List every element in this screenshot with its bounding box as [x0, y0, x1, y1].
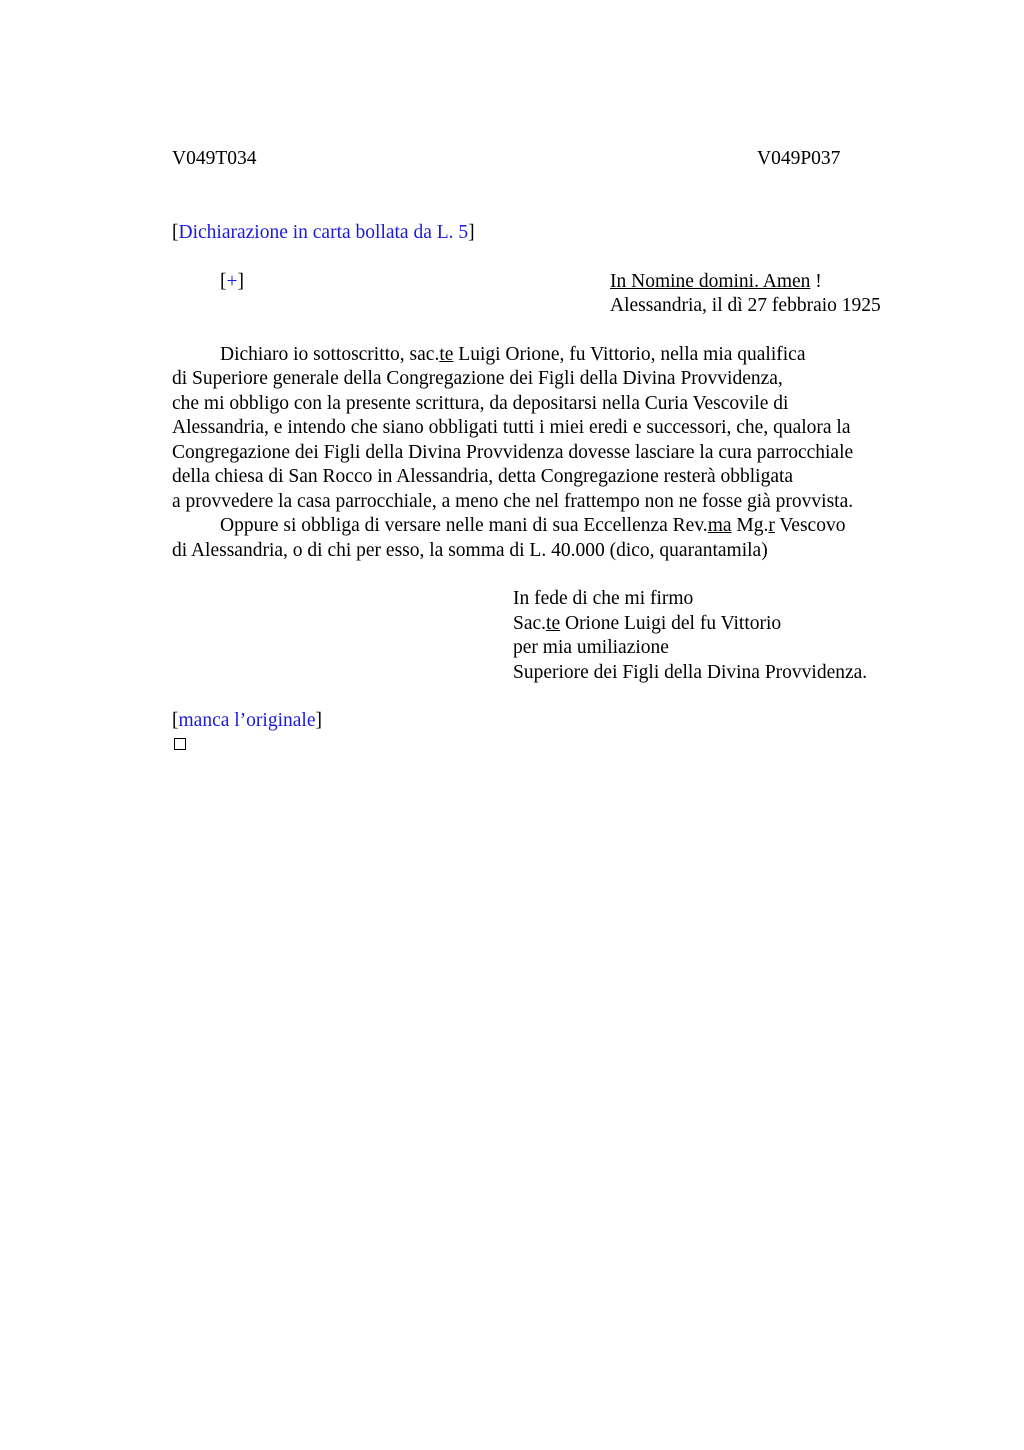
- body-line: della chiesa di San Rocco in Alessandria, detta Congregazione resterà obbligata: [172, 466, 794, 487]
- body-line: di Alessandria, o di chi per esso, la somma di L. 40.000 (dico, quarantamila): [172, 540, 768, 561]
- body-line: Oppure si obbliga di versare nelle mani di sua Eccellenza Rev.ma Mg.r Vescovo: [220, 515, 846, 536]
- editorial-note-text: manca l’originale: [178, 710, 316, 731]
- signature-line: Superiore dei Figli della Divina Provvidenza.: [513, 662, 868, 683]
- document-code-right: V049P037: [757, 148, 841, 169]
- bracket-close: ]: [468, 222, 475, 243]
- signature-line: Sac.te Orione Luigi del fu Vittorio: [513, 613, 782, 634]
- editorial-note-top: [172, 221, 475, 245]
- body-line: Congregazione dei Figli della Divina Provvidenza dovesse lasciare la cura parrocchiale: [172, 442, 854, 463]
- editorial-note-text: Dichiarazione in carta bollata da L. 5: [178, 222, 469, 243]
- body-line: Alessandria, e intendo che siano obbligati tutti i miei eredi e successori, che, qualora la: [172, 417, 851, 438]
- place-date: Alessandria, il dì 27 febbraio 1925: [610, 295, 881, 316]
- body-line: a provvedere la casa parrocchiale, a meno che nel frattempo non ne fosse già provvista.: [172, 491, 854, 512]
- cross-icon: +: [226, 271, 238, 292]
- end-mark-icon: [174, 738, 186, 750]
- body-line: che mi obbligo con la presente scrittura, da depositarsi nella Curia Vescovile di: [172, 393, 789, 414]
- body-line: Dichiaro io sottoscritto, sac.te Luigi Orione, fu Vittorio, nella mia qualifica: [220, 344, 806, 365]
- signature-line: per mia umiliazione: [513, 637, 669, 658]
- body-line: di Superiore generale della Congregazione dei Figli della Divina Provvidenza,: [172, 368, 783, 389]
- document-code-left: V049T034: [172, 148, 257, 169]
- bracket-open: [: [172, 222, 179, 243]
- signature-line: In fede di che mi firmo: [513, 588, 694, 609]
- invocation: In Nomine domini. Amen !: [610, 271, 822, 292]
- editorial-note-bottom: [manca l’originale]: [172, 710, 322, 731]
- cross-mark: [+]: [220, 271, 244, 292]
